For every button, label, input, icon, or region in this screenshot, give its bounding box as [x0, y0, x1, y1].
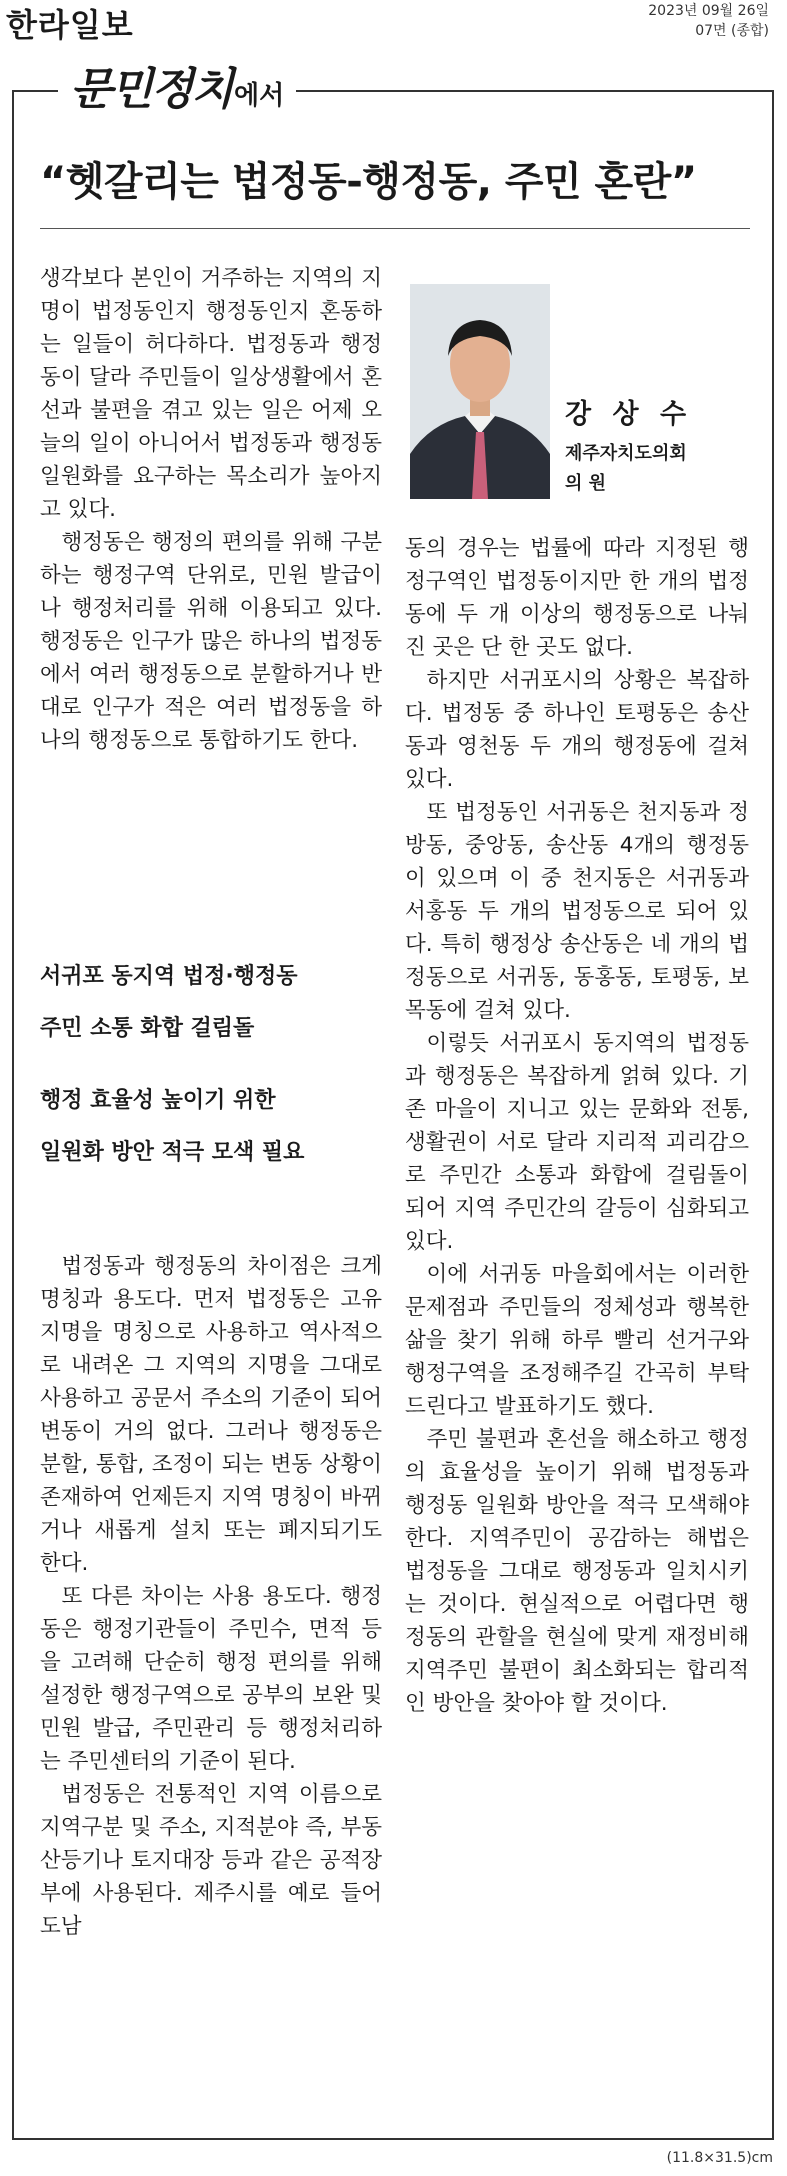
- headline-divider: [40, 228, 750, 229]
- author-byline: [565, 392, 692, 499]
- subheading-line: 주민 소통 화합 걸림돌: [40, 1016, 255, 1041]
- section-label-suffix: 에서: [234, 81, 285, 111]
- paragraph: 이에 서귀동 마을회에서는 이러한 문제점과 주민들의 정체성과 행복한 삶을 찾기 위해 하루 빨리 선거구와 행정구역을 조정해주길 간곡히 부탁드린다고 발표하기도 했다.: [405, 1262, 749, 1419]
- paragraph: 이렇듯 서귀포시 동지역의 법정동과 행정동은 복잡하게 얽혀 있다. 기존 마을이 지니고 있는 문화와 전통, 생활권이 서로 달라 지리적 괴리감으로 주민간 소통과 화합에 걸림돌이 되어 지역 주민간의 갈등이 심화되고 있다.: [405, 1031, 749, 1254]
- left-column-top: [40, 262, 382, 757]
- paragraph: 하지만 서귀포시의 상황은 복잡하다. 법정동 중 하나인 토평동은 송산동과 영천동 두 개의 행정동에 걸쳐 있다.: [405, 668, 749, 792]
- publication-meta: [648, 1, 769, 41]
- author-portrait-image: [410, 284, 550, 499]
- paragraph: 법정동은 전통적인 지역 이름으로 지역구분 및 주소, 지적분야 즉, 부동산등기나 토지대장 등과 같은 공적장부에 사용된다. 제주시를 예로 들어 도남: [40, 1782, 382, 1939]
- section-label-main: 문민정치: [70, 64, 233, 115]
- subheading-line: 일원화 방안 적극 모색 필요: [40, 1140, 305, 1165]
- paragraph: 또 법정동인 서귀동은 천지동과 정방동, 중앙동, 송산동 4개의 행정동이 있으며 이 중 천지동은 서귀동과 서홍동 두 개의 법정동으로 되어 있다. 특히 행정상 송산동은 네 개의 법정동으로 서귀동, 동홍동, 토평동, 보목동에 걸쳐 있다.: [405, 800, 749, 1023]
- page-number: 07면 (종합): [695, 23, 769, 39]
- author-photo: [410, 284, 550, 499]
- subheading-line: 서귀포 동지역 법정·행정동: [40, 964, 298, 989]
- paragraph: 또 다른 차이는 사용 용도다. 행정동은 행정기관들이 주민수, 면적 등을 고려해 단순히 행정 편의를 위해 설정한 행정구역으로 공부의 보완 및 민원 발급, 주민관리 등 행정처리하는 주민센터의 기준이 된다.: [40, 1584, 382, 1774]
- author-title-line: 제주자치도의회: [565, 443, 687, 464]
- author-title: [565, 439, 692, 499]
- paragraph: 주민 불편과 혼선을 해소하고 행정의 효율성을 높이기 위해 법정동과 행정동 일원화 방안을 적극 모색해야 한다. 지역주민이 공감하는 해법은 법정동을 그대로 행정동과 일치시키는 것이다. 현실적으로 어렵다면 행정동의 관할을 현실에 맞게 재정비해 지역주민 불편이 최소화되는 합리적인 방안을 찾아야 할 것이다.: [405, 1427, 749, 1716]
- publication-date: 2023년 09월 26일: [648, 3, 769, 19]
- paragraph: 동의 경우는 법률에 따라 지정된 행정구역인 법정동이지만 한 개의 법정동에 두 개 이상의 행정동으로 나눠진 곳은 단 한 곳도 없다.: [405, 536, 749, 660]
- newspaper-masthead: 한라일보: [6, 6, 134, 44]
- article-headline: “헷갈리는 법정동-행정동, 주민 혼란”: [40, 159, 697, 205]
- paragraph: 법정동과 행정동의 차이점은 크게 명칭과 용도다. 먼저 법정동은 고유지명을 명칭으로 사용하고 역사적으로 내려온 그 지역의 지명을 그대로 사용하고 공문서 주소의 기준이 되어 변동이 거의 없다. 그러나 행정동은 분할, 통합, 조정이 되는 변동 상황이 존재하여 언제든지 지역 명칭이 바뀌거나 새롭게 설치 또는 폐지되기도 한다.: [40, 1254, 382, 1576]
- subheading-block: [40, 960, 382, 1170]
- paragraph: 생각보다 본인이 거주하는 지역의 지명이 법정동인지 행정동인지 혼동하는 일들이 허다하다. 법정동과 행정동이 달라 주민들이 일상생활에서 혼선과 불편을 겪고 있는 일은 어제 오늘의 일이 아니어서 법정동과 행정동 일원화를 요구하는 목소리가 높아지고 있다.: [40, 266, 382, 522]
- column-section-label: [58, 62, 296, 118]
- left-column-bottom: [40, 1250, 382, 1943]
- paragraph: 행정동은 행정의 편의를 위해 구분하는 행정구역 단위로, 민원 발급이나 행정처리를 위해 이용되고 있다. 행정동은 인구가 많은 하나의 법정동에서 여러 행정동으로 분할하거나 반대로 인구가 적은 여러 법정동을 하나의 행정동으로 통합하기도 한다.: [40, 530, 382, 753]
- author-title-line: 의 원: [565, 473, 607, 494]
- article-size-note: (11.8×31.5)cm: [666, 2150, 773, 2166]
- subheading-line: 행정 효율성 높이기 위한: [40, 1088, 276, 1113]
- right-column: [405, 532, 749, 1720]
- author-name: 강 상 수: [565, 399, 693, 430]
